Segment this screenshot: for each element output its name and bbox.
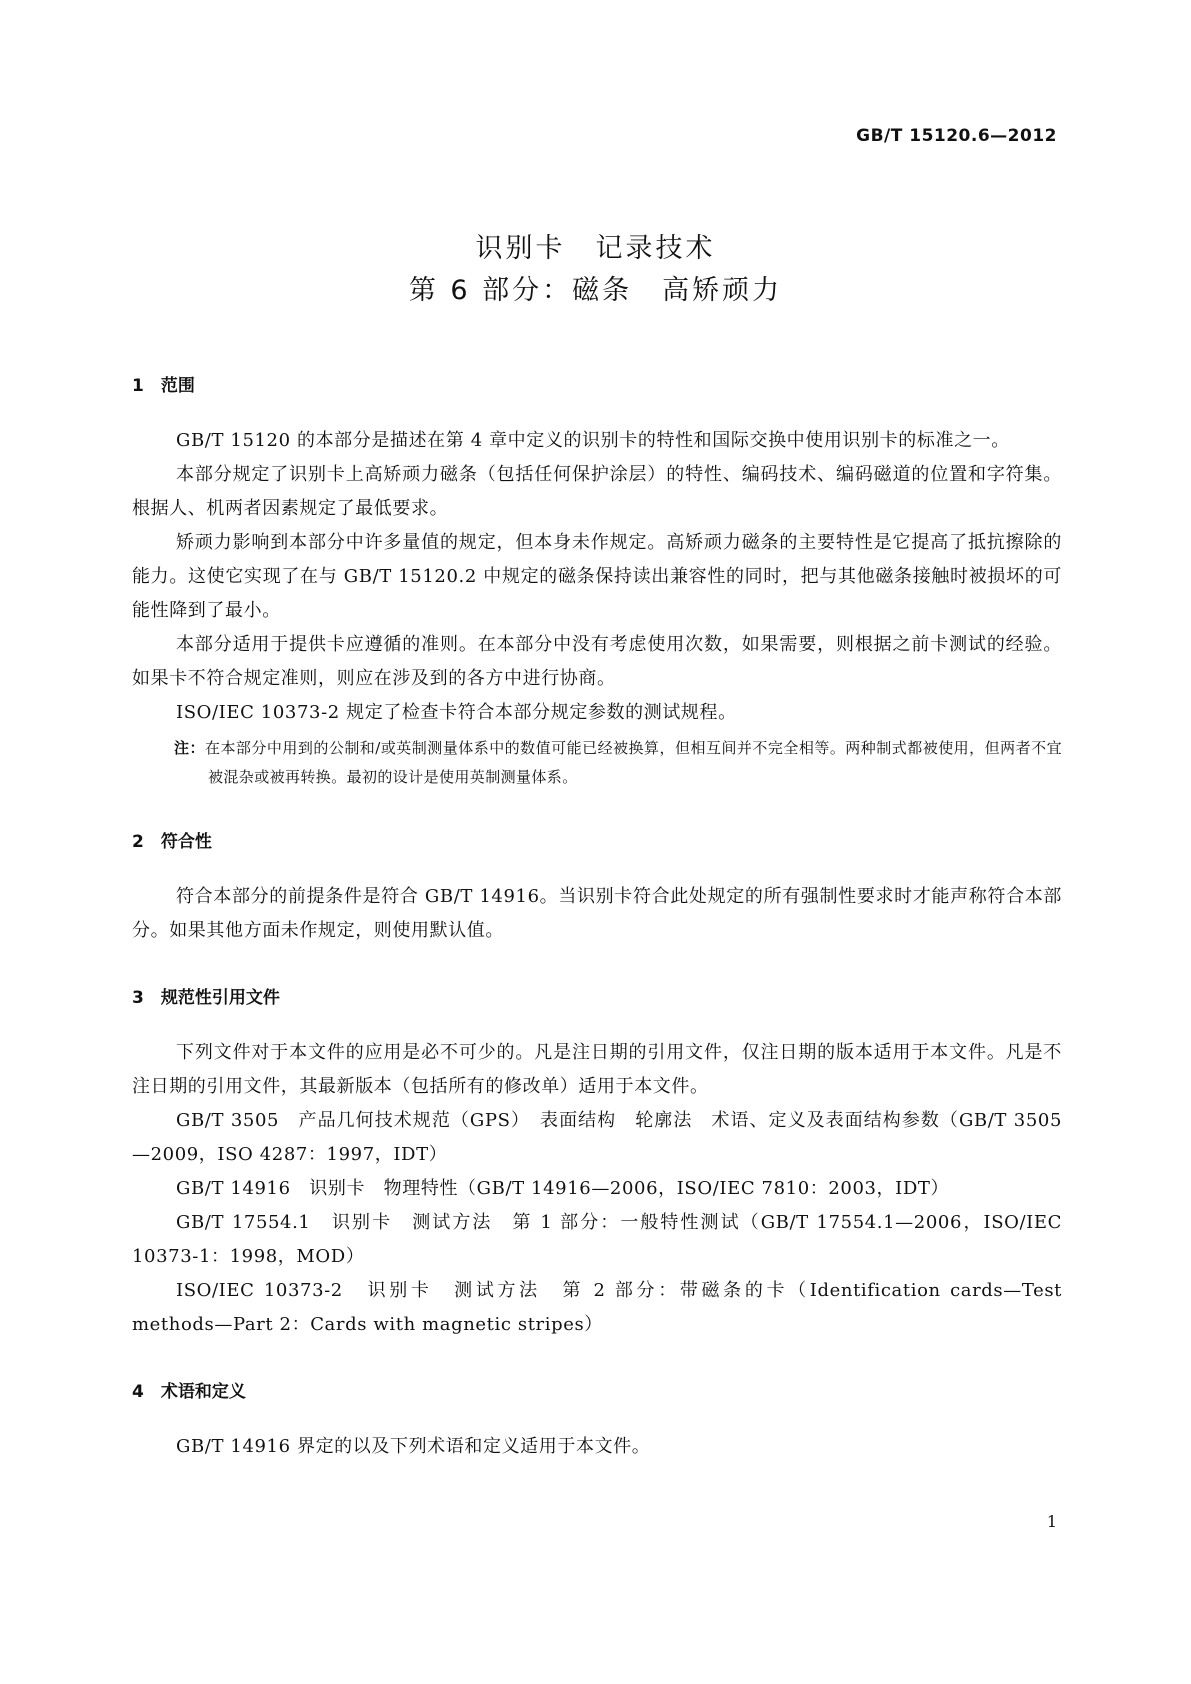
paragraph: GB/T 15120 的本部分是描述在第 4 章中定义的识别卡的特性和国际交换中使用识别卡的标准之一。 <box>176 430 1010 451</box>
section-scope <box>132 374 1062 792</box>
title-line-2: 第 6 部分：磁条 高矫顽力 <box>408 275 783 306</box>
section-spacer <box>132 1342 1062 1380</box>
section-conformance <box>132 830 1062 948</box>
section-normative-references <box>132 986 1062 1342</box>
paragraph: GB/T 14916 界定的以及下列术语和定义适用于本文件。 <box>176 1436 651 1457</box>
title-line-1: 识别卡 记录技术 <box>475 233 716 264</box>
paragraph: 符合本部分的前提条件是符合 GB/T 14916。当识别卡符合此处规定的所有强制性要求时才能声称符合本部分。如果其他方面未作规定，则使用默认值。 <box>132 886 1062 941</box>
section-spacer <box>132 792 1062 830</box>
section-spacer <box>132 948 1062 986</box>
section-heading-conformance: 2 符合性 <box>132 832 212 852</box>
document-body <box>132 374 1062 1464</box>
paragraph: 矫顽力影响到本部分中许多量值的规定，但本身未作规定。高矫顽力磁条的主要特性是它提高了抵抗擦除的能力。这使它实现了在与 GB/T 15120.2 中规定的磁条保持读出兼容性的同时，把与其他磁条接触时被损坏的可能性降到了最小。 <box>132 532 1062 621</box>
paragraph: ISO/IEC 10373-2 规定了检查卡符合本部分规定参数的测试规程。 <box>176 702 737 723</box>
section-terms <box>132 1380 1062 1464</box>
reference-item: GB/T 3505 产品几何技术规范（GPS） 表面结构 轮廓法 术语、定义及表面结构参数（GB/T 3505—2009，ISO 4287：1997，IDT） <box>132 1110 1062 1165</box>
paragraph: 本部分适用于提供卡应遵循的准则。在本部分中没有考虑使用次数，如果需要，则根据之前卡测试的经验。如果卡不符合规定准则，则应在涉及到的各方中进行协商。 <box>132 634 1062 689</box>
document-title <box>0 228 1191 312</box>
section-heading-terms: 4 术语和定义 <box>132 1382 246 1402</box>
paragraph: 本部分规定了识别卡上高矫顽力磁条（包括任何保护涂层）的特性、编码技术、编码磁道的位置和字符集。根据人、机两者因素规定了最低要求。 <box>132 464 1062 519</box>
note <box>132 734 1062 792</box>
reference-item: ISO/IEC 10373-2 识别卡 测试方法 第 2 部分：带磁条的卡（Identification cards—Test methods—Part 2：Cards with magnetic stripes） <box>132 1280 1062 1335</box>
section-heading-normative-references: 3 规范性引用文件 <box>132 988 280 1008</box>
note-text: 在本部分中用到的公制和/或英制测量体系中的数值可能已经被换算，但相互间并不完全相等。两种制式都被使用，但两者不宜被混杂或被再转换。最初的设计是使用英制测量体系。 <box>204 739 1062 786</box>
standard-number: GB/T 15120.6—2012 <box>856 126 1057 146</box>
page-number: 1 <box>1046 1512 1057 1531</box>
note-label: 注： <box>174 739 205 757</box>
section-heading-scope: 1 范围 <box>132 376 195 396</box>
reference-item: GB/T 17554.1 识别卡 测试方法 第 1 部分：一般特性测试（GB/T 17554.1—2006，ISO/IEC 10373-1：1998，MOD） <box>132 1212 1062 1267</box>
paragraph: 下列文件对于本文件的应用是必不可少的。凡是注日期的引用文件，仅注日期的版本适用于本文件。凡是不注日期的引用文件，其最新版本（包括所有的修改单）适用于本文件。 <box>132 1042 1062 1097</box>
reference-item: GB/T 14916 识别卡 物理特性（GB/T 14916—2006，ISO/IEC 7810：2003，IDT） <box>176 1178 950 1199</box>
